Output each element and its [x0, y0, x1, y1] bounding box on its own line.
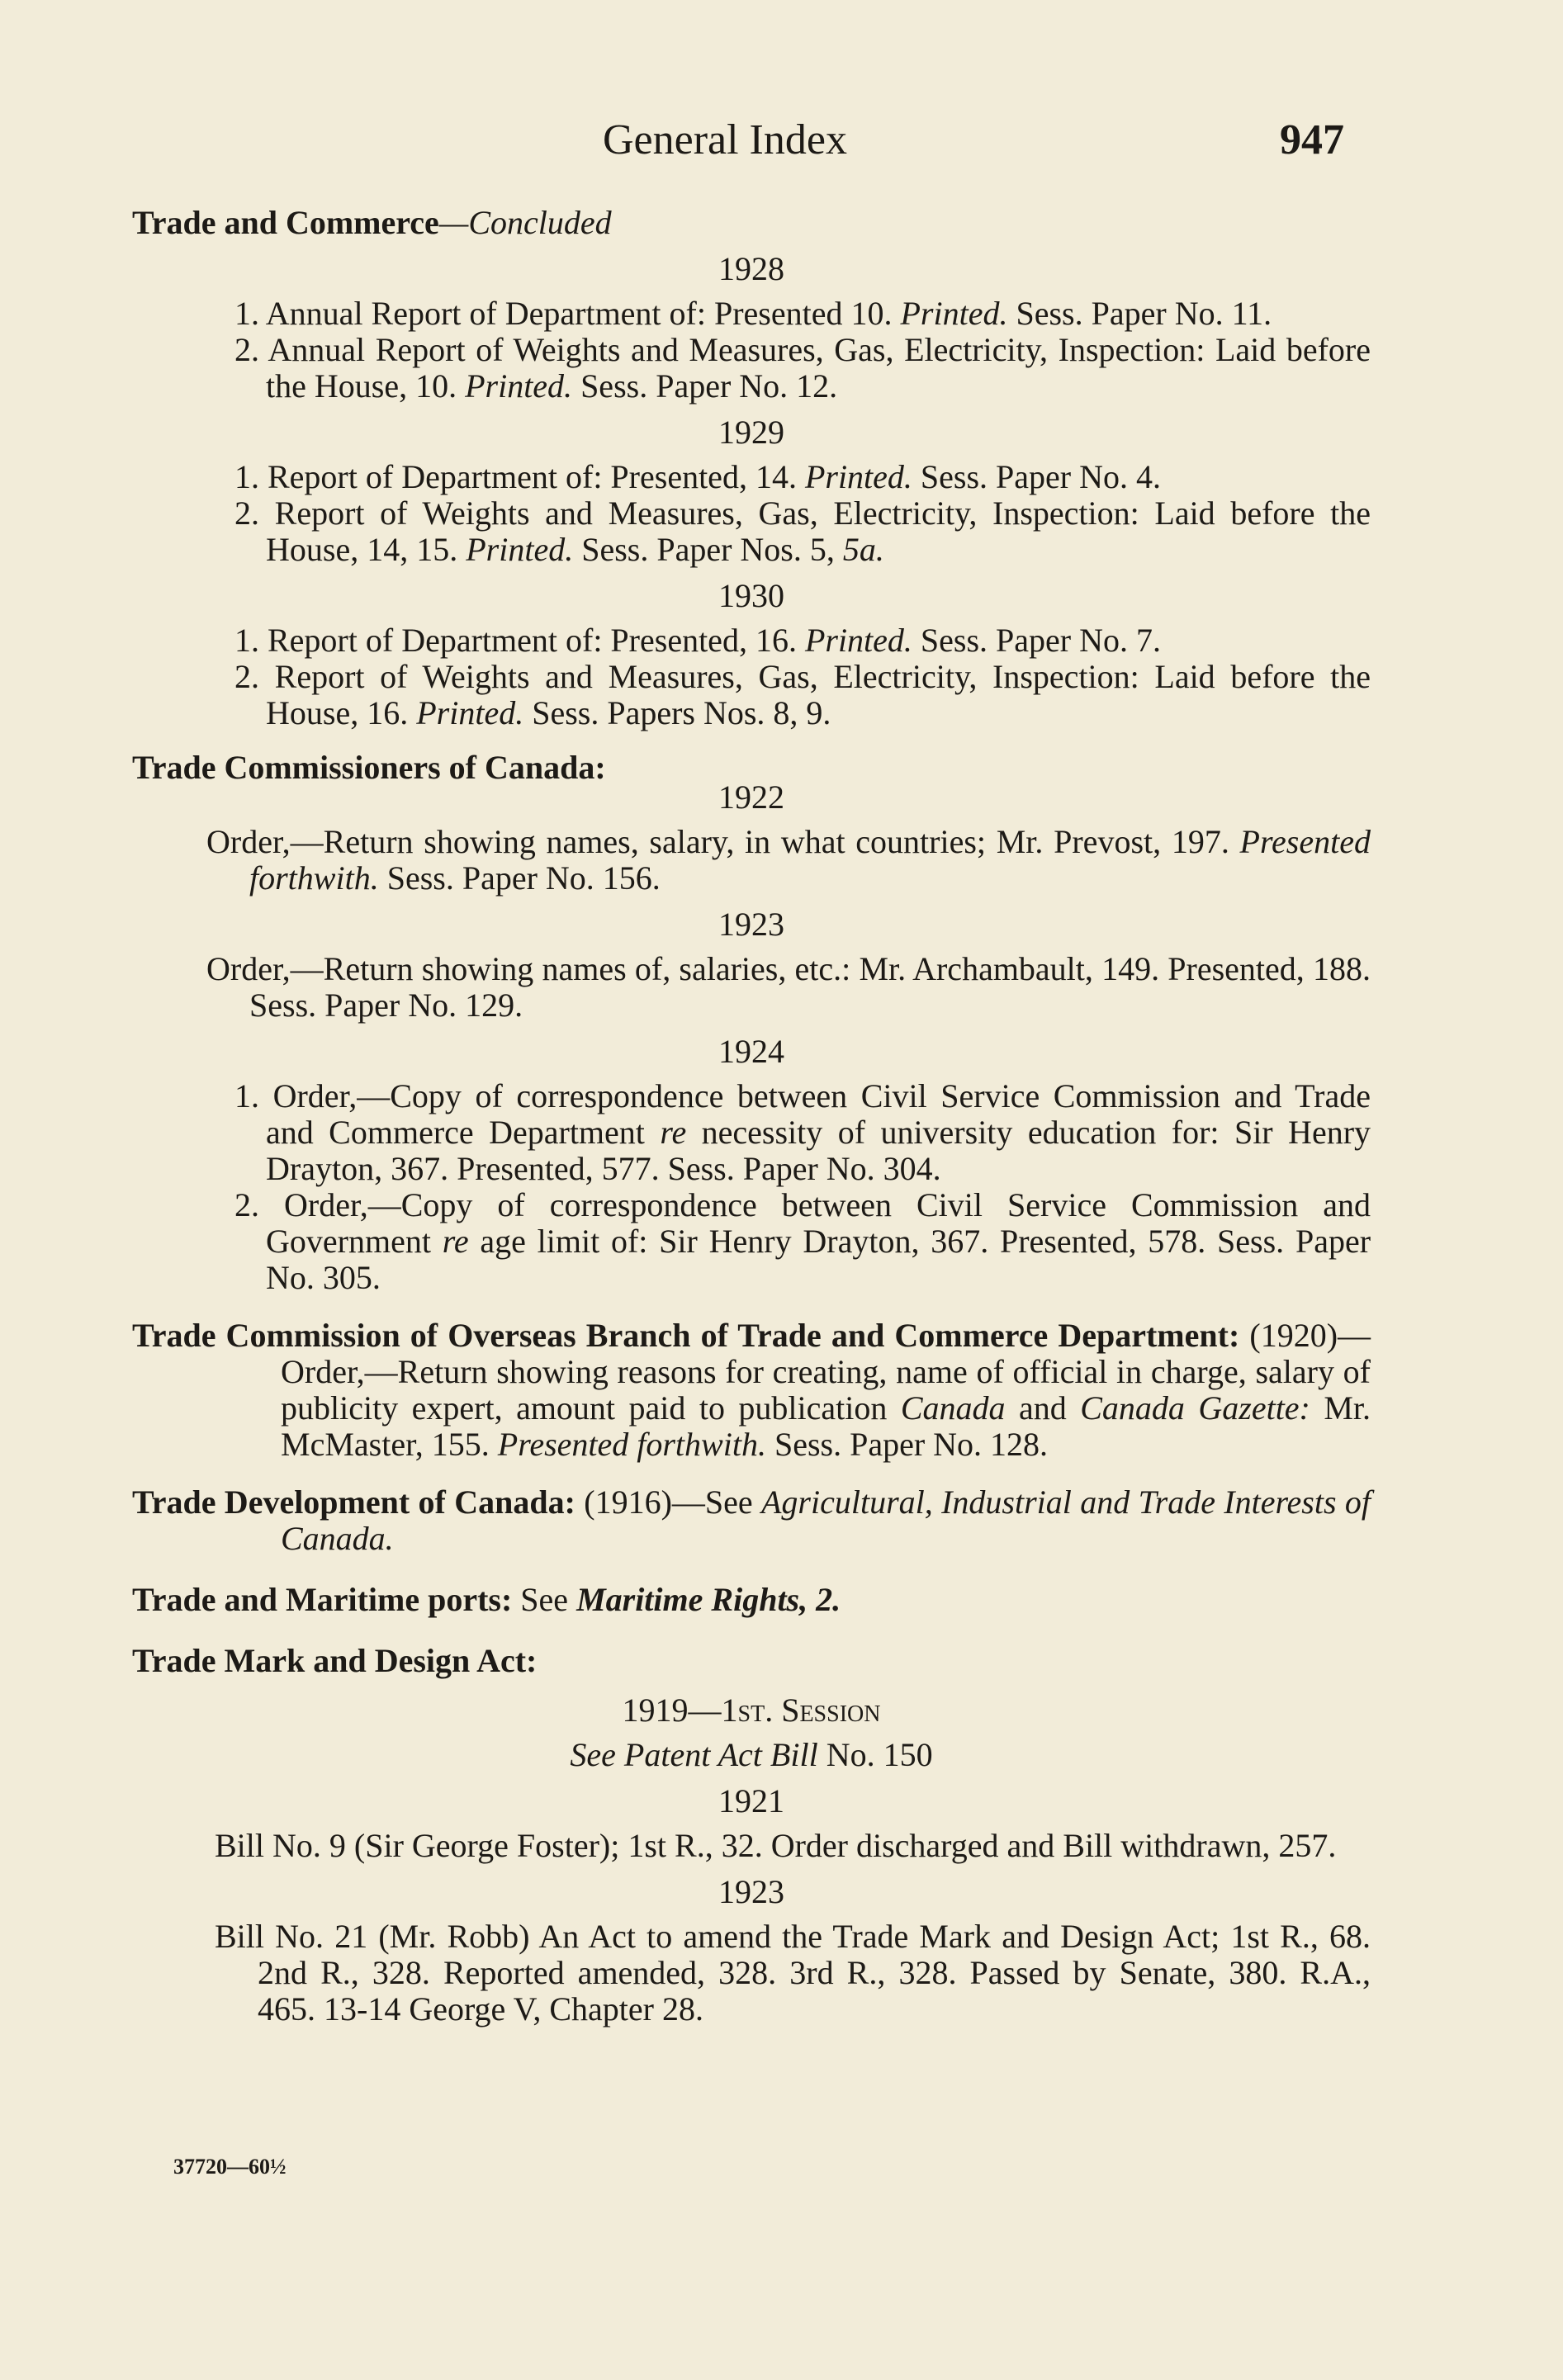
section-heading: Trade Mark and Design Act: [132, 1642, 538, 1679]
section-trade-and-commerce [132, 205, 1371, 731]
entry-text: Sess. Paper No. 12. [580, 367, 838, 405]
entry-text: Report of Department of: Presented, 14. [268, 458, 797, 495]
entry-number: 2. [234, 658, 259, 695]
index-entry: Order,—Return showing names of, salaries, etc.: Mr. Archambault, 149. Presented, 188. Sess. Paper No. 129. [206, 950, 1371, 1024]
year-heading: 1922 [718, 778, 784, 816]
running-title: General Index [603, 116, 847, 163]
entry-text: (1916)—See [584, 1483, 753, 1521]
section-heading: Trade Commissioners of Canada: [132, 749, 606, 786]
section-heading: Trade and Commerce [132, 204, 439, 241]
index-entry [198, 495, 1371, 568]
index-entry [182, 824, 1371, 897]
printed-note: Printed. [804, 458, 912, 495]
entry-text: Sess. Paper Nos. 5, [581, 531, 835, 568]
year-heading: 1923 [718, 906, 784, 943]
paper-suffix: 5a. [842, 531, 884, 568]
entry-text: Sess. Paper No. 7. [920, 622, 1162, 659]
printed-note: Printed. [465, 367, 573, 405]
entry-text: No. 150 [826, 1736, 933, 1773]
index-entry [198, 622, 1371, 659]
index-entry [198, 1187, 1371, 1296]
entry-text: Order,—Return showing names, salary, in what countries; Mr. Prevost, 197. [206, 823, 1229, 860]
section-trade-commissioners [132, 750, 1371, 1296]
entry-text: age limit of: Sir Henry Drayton, 367. Presented, 578. Sess. Paper No. 305. [266, 1223, 1371, 1296]
publication-title: Canada [900, 1389, 1006, 1427]
entry-number: 1. [234, 458, 259, 495]
section-heading-line [132, 205, 1371, 241]
entry-text: Order,—Copy of correspondence between Civil Service Commission and Government [266, 1186, 1371, 1260]
entry-text: Annual Report of Department of: Presented 10. [265, 295, 893, 332]
section-heading: Trade Commission of Overseas Branch of Trade and Commerce Department: [132, 1317, 1240, 1354]
entry-text: Report of Weights and Measures, Gas, Electricity, Inspection: Laid before the House, 14, 15. [266, 494, 1371, 568]
index-entry: Bill No. 9 (Sir George Foster); 1st R., 32. Order discharged and Bill withdrawn, 257. [215, 1827, 1337, 1864]
index-entry [198, 659, 1371, 731]
index-entry [198, 296, 1371, 332]
entry-text: Sess. Paper No. 11. [1016, 295, 1272, 332]
re-word: re [660, 1114, 687, 1151]
entry-text: Sess. Papers Nos. 8, 9. [532, 694, 831, 731]
see-reference [132, 1737, 1371, 1773]
heading-continuation: —Concluded [438, 204, 612, 241]
entry-number: 1. [234, 1077, 259, 1114]
presented-note: Presented forthwith. [497, 1426, 766, 1463]
publication-title: Canada Gazette: [1080, 1389, 1310, 1427]
printed-note: Printed. [466, 531, 574, 568]
entry-text: Sess. Paper No. 128. [774, 1426, 1049, 1463]
printed-note: Printed. [900, 295, 1008, 332]
section-heading: Trade and Maritime ports: [132, 1581, 513, 1618]
year-heading: 1929 [718, 414, 784, 451]
section-trade-development [132, 1484, 1371, 1557]
entry-text: Sess. Paper No. 156. [386, 859, 661, 897]
section-trade-mark-design-act [132, 1643, 1371, 2027]
year-heading: 1923 [718, 1873, 784, 1910]
printed-note: Printed. [416, 694, 524, 731]
section-trade-maritime-ports [132, 1582, 1371, 1618]
entry-number: 2. [234, 1186, 259, 1223]
re-word: re [442, 1223, 469, 1260]
entry-number: 1. [234, 622, 259, 659]
entry-text: (1920)—Order,—Return showing reasons for creating, name of official in charge, salary of publicity expert, amount paid to publication [281, 1317, 1371, 1427]
index-entry [198, 1078, 1371, 1187]
index-body [132, 205, 1371, 2027]
entry-text: Mr. McMaster, 155. [281, 1389, 1371, 1463]
index-entry [198, 459, 1371, 495]
index-entry [198, 332, 1371, 405]
entry-text: Annual Report of Weights and Measures, Gas, Electricity, Inspection: Laid before the House, 10. [266, 331, 1371, 405]
entry-text: Order,—Copy of correspondence between Civil Service Commission and Trade and Commerce Department [266, 1077, 1371, 1151]
year-heading: 1924 [718, 1033, 784, 1070]
year-heading: 1928 [718, 250, 784, 287]
entry-text: and [1019, 1389, 1067, 1427]
printer-code: 37720—60½ [173, 2155, 287, 2179]
entry-text: necessity of university education for: Sir Henry Drayton, 367. Presented, 577. Sess. Paper No. 304. [266, 1114, 1371, 1187]
entry-number: 2. [234, 331, 259, 368]
year-heading: 1919—1st. Session [622, 1692, 881, 1729]
presented-note: Presented forthwith. [249, 823, 1371, 897]
entry-number: 1. [234, 295, 259, 332]
entry-text: Sess. Paper No. 4. [920, 458, 1162, 495]
page-number: 947 [1280, 116, 1344, 163]
year-heading: 1921 [718, 1782, 784, 1819]
printed-note: Printed. [804, 622, 912, 659]
entry-number: 2. [234, 494, 259, 532]
index-entry: Bill No. 21 (Mr. Robb) An Act to amend the Trade Mark and Design Act; 1st R., 68. 2nd R., 328. Reported amended, 328. 3rd R., 328. Passed by Senate, 380. R.A., 465. 13-14 George V, Chapter 28. [215, 1918, 1371, 2027]
cross-reference: See Patent Act Bill [570, 1736, 818, 1773]
section-heading: Trade Development of Canada: [132, 1483, 575, 1521]
cross-reference: Maritime Rights, 2. [576, 1581, 841, 1618]
entry-text: Report of Weights and Measures, Gas, Electricity, Inspection: Laid before the House, 16. [266, 658, 1371, 731]
year-heading: 1930 [718, 577, 784, 614]
entry-text: See [520, 1581, 569, 1618]
cross-reference: Agricultural, Industrial and Trade Interests of Canada. [281, 1483, 1371, 1557]
entry-text: Report of Department of: Presented, 16. [268, 622, 797, 659]
section-trade-commission-overseas [132, 1318, 1371, 1463]
